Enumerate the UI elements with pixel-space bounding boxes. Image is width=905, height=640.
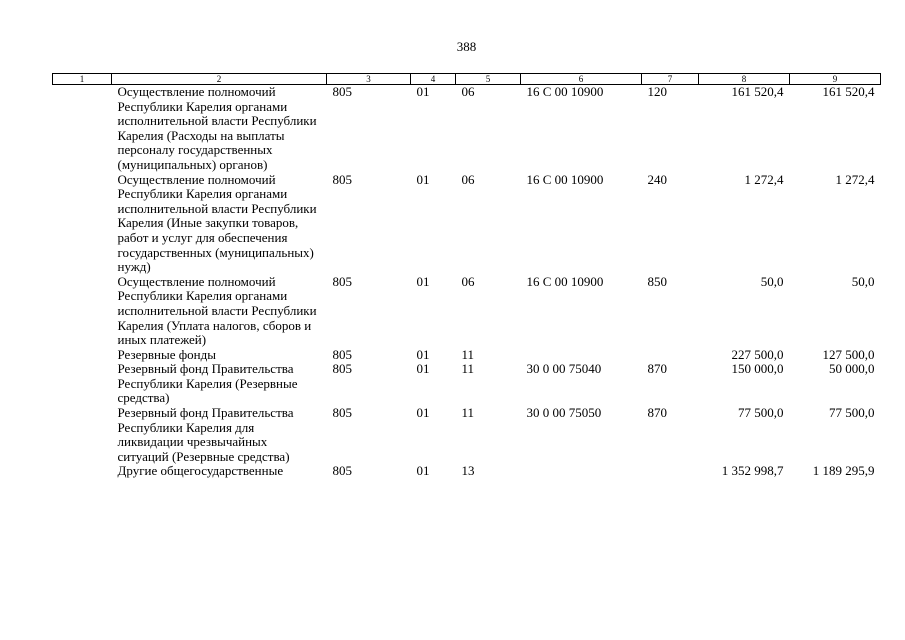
amount-year-1: 161 520,4 [731,84,784,99]
row-number-cell [53,362,112,406]
target-article-code [521,464,642,479]
amount-year-2: 77 500,0 [829,405,875,421]
subsection-code: 06 [461,273,475,289]
expense-type-code: 240 [647,171,667,187]
column-number-row [53,74,881,85]
section-code: 01 [416,463,430,479]
target-article-code: 16 С 00 10900 [526,84,604,99]
target-article-code: 16 С 00 10900 [526,273,604,289]
row-number-cell [53,85,112,173]
expense-type-code [642,348,699,363]
expense-type-code: 850 [647,273,667,289]
page-number: 388 [456,39,477,54]
amount-year-2: 50 000,0 [829,361,875,377]
expense-type-code: 870 [647,405,667,421]
admin-code: 805 [332,361,352,377]
subsection-code: 11 [461,405,475,421]
amount-year-1: 77 500,0 [738,405,784,421]
amount-year-1: 1 272,4 [744,171,784,187]
table-row [53,173,881,275]
column-number-header: 5 [456,74,521,85]
amount-year-1: 227 500,0 [731,346,784,362]
expense-type-code [642,464,699,479]
admin-code: 805 [332,463,352,479]
admin-code: 805 [332,273,352,289]
subsection-code: 11 [461,361,475,377]
expense-name: Резервный фонд Правительства Республики Карелия для ликвидации чрезвычайных ситуаций (Резервные средства) [117,405,294,464]
row-number-cell [53,173,112,275]
amount-year-2: 127 500,0 [822,346,875,362]
column-number-header: 3 [327,74,411,85]
column-number-header: 7 [642,74,699,85]
admin-code: 805 [332,346,352,362]
amount-year-1: 1 352 998,7 [721,463,784,479]
expense-name: Резервные фонды [117,346,216,362]
expense-name: Осуществление полномочий Республики Карелия органами исполнительной власти Республики Карелия (Иные закупки товаров, работ и услуг для обеспечения государственных (муниципальных) нужд) [117,171,317,275]
table-row [53,406,881,464]
column-number-header: 1 [53,74,112,85]
subsection-code: 13 [461,463,475,479]
row-number-cell [53,348,112,363]
section-code: 01 [416,346,430,362]
amount-year-2: 1 189 295,9 [812,463,875,479]
row-number-cell [53,406,112,464]
table-row [53,348,881,363]
table-row [53,362,881,406]
target-article-code: 30 0 00 75050 [526,405,602,421]
row-number-cell [53,464,112,479]
section-code: 01 [416,273,430,289]
amount-year-2: 161 520,4 [822,84,875,99]
amount-year-2: 1 272,4 [835,171,875,187]
amount-year-1: 50,0 [760,273,784,289]
admin-code: 805 [332,405,352,421]
target-article-code [521,348,642,363]
expense-name: Осуществление полномочий Республики Карелия органами исполнительной власти Республики Карелия (Расходы на выплаты персоналу государственных (муниципальных) органов) [117,84,317,172]
expense-type-code: 120 [647,84,667,99]
amount-year-1: 150 000,0 [731,361,784,377]
amount-year-2: 50,0 [851,273,875,289]
admin-code: 805 [332,171,352,187]
column-number-header: 6 [521,74,642,85]
table-row [53,464,881,479]
section-code: 01 [416,84,430,99]
column-number-header: 8 [699,74,790,85]
expense-name: Другие общегосударственные [117,463,284,479]
section-code: 01 [416,361,430,377]
row-number-cell [53,275,112,348]
table-row [53,85,881,173]
subsection-code: 11 [461,346,475,362]
subsection-code: 06 [461,171,475,187]
target-article-code: 16 С 00 10900 [526,171,604,187]
table-row [53,275,881,348]
budget-table [52,73,881,479]
section-code: 01 [416,405,430,421]
subsection-code: 06 [461,84,475,99]
column-number-header: 4 [411,74,456,85]
expense-name: Резервный фонд Правительства Республики Карелия (Резервные средства) [117,361,298,406]
column-number-header: 9 [790,74,881,85]
section-code: 01 [416,171,430,187]
column-number-header: 2 [112,74,327,85]
expense-type-code: 870 [647,361,667,377]
target-article-code: 30 0 00 75040 [526,361,602,377]
expense-name: Осуществление полномочий Республики Карелия органами исполнительной власти Республики Карелия (Уплата налогов, сборов и иных платежей) [117,273,317,348]
admin-code: 805 [332,84,352,99]
